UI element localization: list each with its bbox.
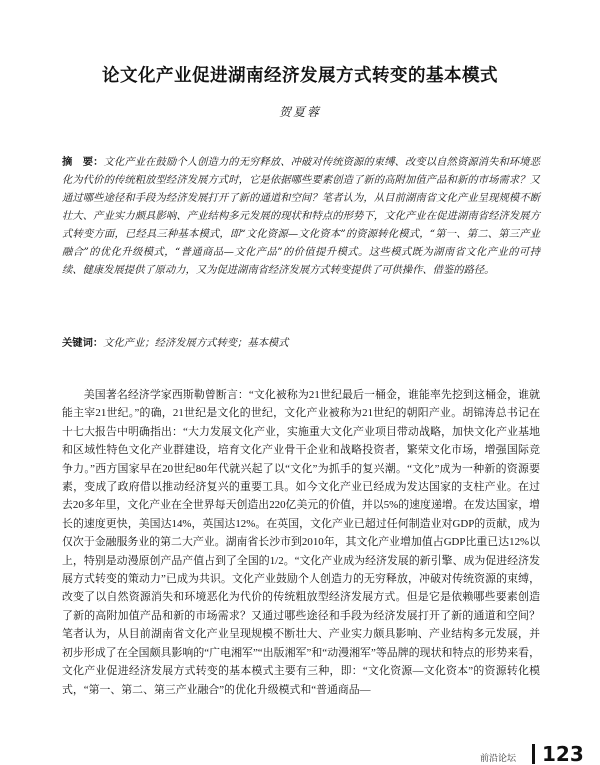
abstract	[62, 153, 540, 279]
keywords-text: 文化产业；经济发展方式转变；基本模式	[103, 337, 289, 349]
footer-bar	[532, 744, 535, 764]
keywords	[62, 334, 540, 352]
page-number: 123	[542, 742, 584, 764]
page-footer	[470, 742, 600, 764]
keywords-label: 关键词：	[62, 337, 104, 349]
abstract-text: 文化产业在鼓励个人创造力的无穷释放、冲破对传统资源的束缚、改变以自然资源消失和环境恶化为代价的传统粗放型经济发展方式时，它是依据哪些要素创造了新的高附加值产品和新的市场需求？又通过哪些途径和手段为经济发展打开了新的通道和空间？笔者认为，从目前湖南省文化产业呈现规模不断壮大、产业实力颇具影响、产业结构多元发展的现状和特点的形势下，文化产业在促进湖南省经济发展方式转变方面，已经具三种基本模式，即“文化资源—文化资本”的资源转化模式，“第一、第二、第三产业融合”的优化升级模式，“普通商品—文化产品”的价值提升模式。这些模式既为湖南省文化产业的可持续、健康发展提供了原动力，又为促进湖南省经济发展方式转变提供了可供操作、借鉴的路径。	[62, 156, 541, 276]
body-paragraph: 美国著名经济学家西斯勒曾断言：“文化被称为21世纪最后一桶金，谁能率先挖到这桶金，谁就能主宰21世纪。”的确，21世纪是文化的世纪，文化产业被称为21世纪的朝阳产业。胡锦涛总书记在十七大报告中明确指出：“大力发展文化产业，实施重大文化产业项目带动战略，加快文化产业基地和区域性特色文化产业群建设，培育文化产业骨干企业和战略投资者，繁荣文化市场，增强国际竞争力。”西方国家早在20世纪80年代就兴起了以“文化”为抓手的复兴潮。“文化”成为一种新的资源要素，变成了政府借以推动经济复兴的重要工具。如今文化产业已经成为发达国家的支柱产业。在过去20多年里，文化产业在全世界每天创造出220亿美元的价值，并以5%的速度递增。在发达国家，增长的速度更快，美国达14%，英国达12%。在英国，文化产业已超过任何制造业对GDP的贡献，成为仅次于金融服务业的第二大产业。湖南省长沙市到2010年，其文化产业增加值占GDP比重已达12%以上，特别是动漫原创产品产值占到了全国的1/2。“文化产业成为经济发展的新引擎、成为促进经济发展方式转变的策动力”已成为共识。文化产业鼓励个人创造力的无穷释放，冲破对传统资源的束缚，改变了以自然资源消失和环境恶化为代价的传统粗放型经济发展方式。但是它是依赖哪些要素创造了新的高附加值产品和新的市场需求？又通过哪些途径和手段为经济发展打开了新的通道和空间？笔者认为，从目前湖南省文化产业呈现规模不断壮大、产业实力颇具影响、产业结构多元发展，并初步形成了在全国颇具影响的“广电湘军”“出版湘军”和“动漫湘军”等品牌的现状和特点的形势来看，文化产业促进经济发展方式转变的基本模式主要有三种，即：“文化资源—文化资本”的资源转化模式，“第一、第二、第三产业融合”的优化升级模式和“普通商品—	[62, 389, 540, 696]
author-name: 贺夏蓉	[278, 105, 321, 119]
abstract-label: 摘 要：	[62, 156, 104, 168]
journal-name: 前沿论坛	[480, 754, 517, 764]
article-title: 论文化产业促进湖南经济发展方式转变的基本模式	[102, 66, 498, 86]
